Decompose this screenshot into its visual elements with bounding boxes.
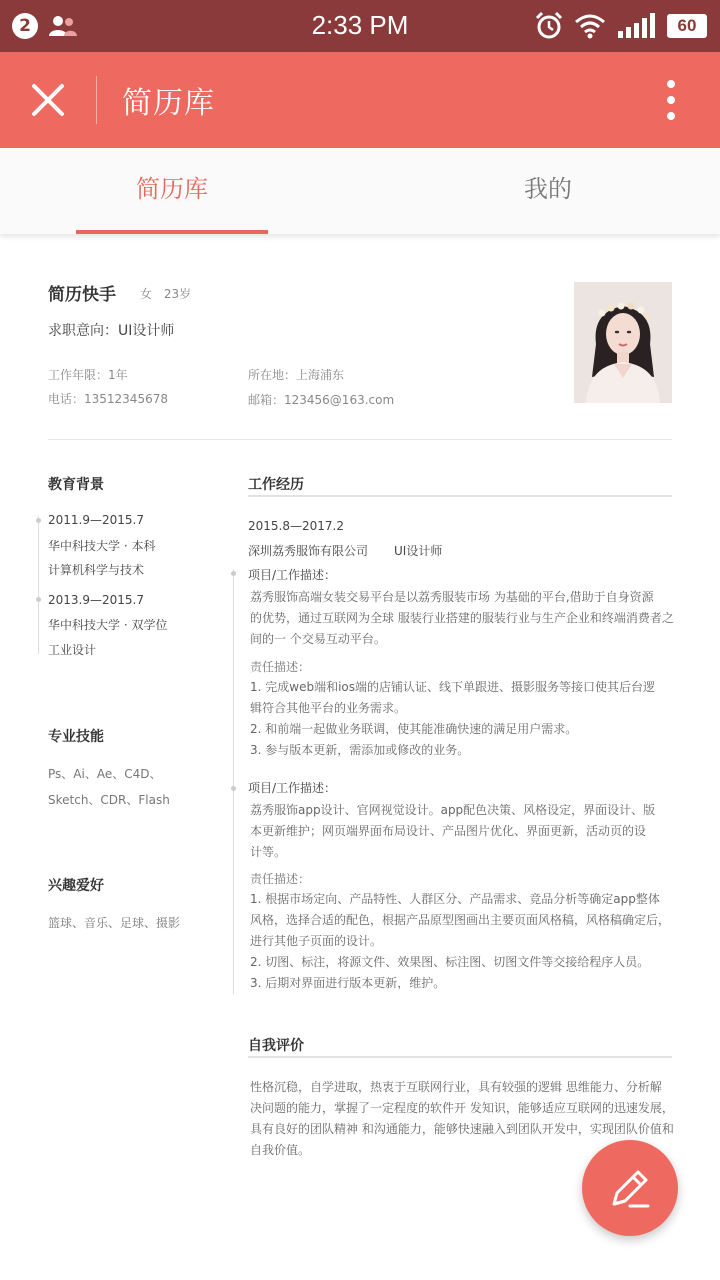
alarm-icon: [534, 11, 564, 41]
candidate-name: 简历快手: [48, 285, 116, 305]
experience-years: 工作年限：1年: [48, 368, 128, 382]
timeline-dot: [231, 571, 236, 576]
timeline-dot: [36, 597, 41, 602]
page-title: 简历库: [122, 86, 215, 121]
duty-line: 3. 参与版本更新，需添加或修改的业务。: [250, 743, 470, 757]
work-period: 2015.8—2017.2: [248, 519, 344, 533]
close-button[interactable]: [22, 74, 74, 126]
duty-line: 风格，选择合适的配色，根据产品原型图画出主要页面风格稿，风格稿确定后，: [250, 913, 671, 927]
hobbies-title: 兴趣爱好: [48, 878, 104, 894]
app-toolbar: [0, 52, 720, 148]
duty-list: [250, 677, 680, 761]
duty-line: 进行其他子页面的设计。: [250, 934, 383, 948]
work-position: UI设计师: [394, 544, 443, 558]
skills-line: Ps、Ai、Ae、C4D、: [48, 767, 162, 781]
resume-document[interactable]: [0, 234, 720, 1280]
education-major: 计算机科学与技术: [48, 563, 145, 577]
education-period: 2013.9—2015.7: [48, 593, 144, 607]
wifi-icon: [574, 12, 606, 40]
self-eval-line: 决问题的能力，掌握了一定程度的软件开 发知识，能够适应互联网的迅速发展，: [250, 1101, 674, 1115]
portrait-photo: [574, 282, 672, 403]
skills-line: Sketch、CDR、Flash: [48, 793, 170, 807]
desc-line: 计等。: [250, 845, 287, 859]
email: 邮箱：123456@163.com: [248, 393, 395, 407]
duty-line: 2. 切图、标注，将源文件、效果图、标注图、切图文件等交接给程序人员。: [250, 955, 650, 969]
duty-line: 2. 和前端一起做业务联调，使其能准确快速的满足用户需求。: [250, 722, 578, 736]
status-bar: [0, 0, 720, 52]
skills-title: 专业技能: [48, 729, 104, 745]
timeline-dot: [36, 518, 41, 523]
work-company: 深圳荔秀服饰有限公司: [248, 544, 369, 558]
self-eval-line: 性格沉稳，自学进取，热衷于互联网行业，具有较强的逻辑 思维能力、分析解: [250, 1080, 662, 1094]
signal-icon: [618, 13, 658, 39]
work-title: 工作经历: [248, 477, 304, 493]
tab-resume-library[interactable]: 简历库: [76, 148, 268, 234]
education-timeline: [38, 516, 39, 654]
more-menu-button[interactable]: [652, 76, 692, 126]
notification-count-badge: 2: [12, 13, 38, 39]
toolbar-divider: [96, 76, 97, 124]
location: 所在地：上海浦东: [248, 368, 345, 382]
hobbies-text: 篮球、音乐、足球、摄影: [48, 916, 181, 930]
candidate-gender-age: 女 23岁: [140, 287, 192, 301]
timeline-dot: [231, 786, 236, 791]
work-title-underline: [248, 495, 672, 497]
self-eval-underline: [248, 1056, 672, 1058]
avatar: [574, 282, 672, 403]
edit-pencil-icon: [604, 1162, 656, 1214]
edit-fab-button[interactable]: [582, 1140, 678, 1236]
education-title: 教育背景: [48, 477, 104, 493]
duty-label: 责任描述：: [250, 872, 311, 886]
duty-line: 1. 根据市场定向、产品特性、人群区分、产品需求、竞品分析等确定app整体: [250, 892, 660, 906]
tab-mine[interactable]: 我的: [524, 175, 572, 203]
project-label: 项目/工作描述：: [248, 568, 337, 582]
more-vert-icon: [667, 80, 675, 88]
duty-line: 辑符合其他平台的业务需求。: [250, 701, 407, 715]
status-time: 2:33 PM: [311, 10, 409, 40]
work-timeline: [233, 569, 234, 994]
education-school: 华中科技大学 · 双学位: [48, 618, 168, 632]
phone: 电话：13512345678: [48, 392, 168, 406]
job-intent: 求职意向：UI设计师: [48, 323, 175, 339]
more-vert-icon-dot: [667, 112, 675, 120]
self-eval-title: 自我评价: [248, 1038, 304, 1054]
project-label: 项目/工作描述：: [248, 781, 337, 795]
duty-list: [250, 889, 680, 994]
header-divider: [48, 439, 672, 440]
desc-line: 荔秀服饰app设计、官网视觉设计。app配色决策、风格设定，界面设计、版: [250, 803, 656, 817]
desc-line: 本更新维护；网页端界面布局设计、产品图片优化、界面更新，活动页的设: [250, 824, 647, 838]
duty-line: 3. 后期对界面进行版本更新，维护。: [250, 976, 446, 990]
tab-bar: [0, 148, 720, 234]
self-eval-line: 自我价值。: [250, 1143, 311, 1157]
duty-line: 1. 完成web端和ios端的店铺认证、线下单跟进、摄影服务等接口使其后台逻: [250, 680, 656, 694]
close-icon: [22, 74, 74, 126]
project-description: [250, 587, 680, 650]
battery-icon: 60: [667, 14, 707, 38]
more-vert-icon-dot: [667, 96, 675, 104]
desc-line: 的优势，通过互联网为全球 服装行业搭建的服装行业与生产企业和终端消费者之: [250, 611, 674, 625]
project-description: [250, 800, 680, 863]
education-period: 2011.9—2015.7: [48, 513, 144, 527]
education-major: 工业设计: [48, 643, 97, 657]
desc-line: 荔秀服饰高端女装交易平台是以荔秀服装市场 为基础的平台,借助于自身资源: [250, 590, 654, 604]
self-eval-line: 具有良好的团队精神 和沟通能力，能够快速融入到团队开发中，实现团队价值和: [250, 1122, 674, 1136]
duty-label: 责任描述：: [250, 660, 311, 674]
education-school: 华中科技大学 · 本科: [48, 539, 156, 553]
desc-line: 间的一 个交易互动平台。: [250, 632, 386, 646]
